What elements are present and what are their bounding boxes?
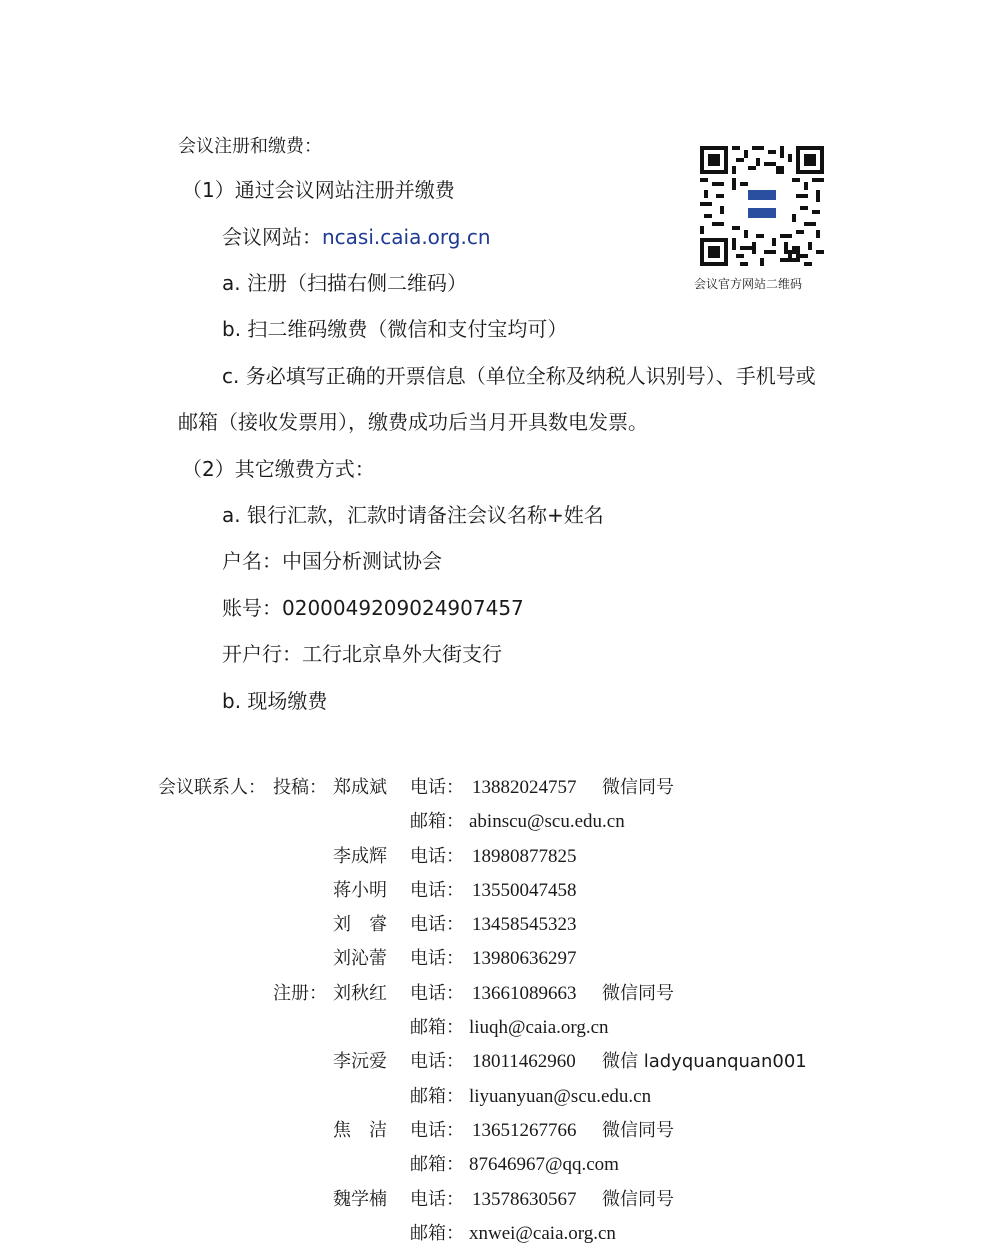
contact-email[interactable]: 87646967@qq.com bbox=[469, 1154, 619, 1175]
phone-label: 电话： bbox=[410, 914, 464, 935]
website-link[interactable]: ncasi.caia.org.cn bbox=[322, 225, 491, 249]
email-label: 邮箱： bbox=[410, 1086, 464, 1107]
phone-label: 电话： bbox=[410, 777, 464, 798]
onsite-payment: b. 现场缴费 bbox=[222, 689, 328, 713]
contact-name: 郑成斌 bbox=[333, 777, 387, 798]
contact-phone: 13661089663 bbox=[472, 983, 577, 1004]
registration-label: 注册： bbox=[273, 983, 327, 1004]
contact-wechat: 微信 ladyquanquan001 bbox=[602, 1051, 807, 1072]
phone-label: 电话： bbox=[410, 1120, 464, 1141]
phone-label: 电话： bbox=[410, 1051, 464, 1072]
website-row bbox=[222, 224, 491, 250]
contact-phone: 13550047458 bbox=[472, 880, 577, 901]
registration-heading: 会议注册和缴费： bbox=[178, 136, 322, 157]
phone-label: 电话： bbox=[410, 846, 464, 867]
phone-label: 电话： bbox=[410, 983, 464, 1004]
account-number: 账号：0200049209024907457 bbox=[222, 596, 524, 620]
phone-label: 电话： bbox=[410, 948, 464, 969]
contact-wechat: 微信同号 bbox=[602, 1189, 674, 1210]
contact-phone: 13458545323 bbox=[472, 914, 577, 935]
item-b-scan-pay: b. 扫二维码缴费（微信和支付宝均可） bbox=[222, 317, 568, 341]
qr-caption: 会议官方网站二维码 bbox=[694, 277, 803, 291]
contact-wechat: 微信同号 bbox=[602, 777, 674, 798]
email-label: 邮箱： bbox=[410, 1154, 464, 1175]
contact-name: 魏学楠 bbox=[333, 1189, 387, 1210]
contact-name: 蒋小明 bbox=[333, 880, 387, 901]
bank-transfer: a. 银行汇款，汇款时请备注会议名称+姓名 bbox=[222, 503, 604, 527]
website-label: 会议网站： bbox=[222, 225, 322, 249]
bank-branch: 开户行：工行北京阜外大街支行 bbox=[222, 642, 502, 666]
contact-email[interactable]: liyuanyuan@scu.edu.cn bbox=[469, 1086, 652, 1107]
contact-phone: 13578630567 bbox=[472, 1189, 577, 1210]
qr-code-image[interactable] bbox=[700, 146, 824, 266]
contact-name: 刘沁蕾 bbox=[333, 948, 387, 969]
contact-phone: 13980636297 bbox=[472, 948, 577, 969]
contact-email[interactable]: liuqh@caia.org.cn bbox=[469, 1017, 609, 1038]
section-2-title: （2）其它缴费方式： bbox=[182, 457, 375, 481]
contact-name: 刘 睿 bbox=[333, 914, 387, 935]
contact-wechat: 微信同号 bbox=[602, 983, 674, 1004]
item-c-line1: c. 务必填写正确的开票信息（单位全称及纳税人识别号）、手机号或 bbox=[222, 364, 816, 388]
contact-name: 焦 洁 bbox=[333, 1120, 387, 1141]
contact-phone: 18011462960 bbox=[472, 1051, 576, 1072]
section-1-title: （1）通过会议网站注册并缴费 bbox=[182, 178, 455, 202]
contact-wechat: 微信同号 bbox=[602, 1120, 674, 1141]
contact-name: 李沅爱 bbox=[333, 1051, 387, 1072]
email-label: 邮箱： bbox=[410, 1223, 464, 1244]
submission-label: 投稿： bbox=[273, 777, 327, 798]
contact-phone: 13651267766 bbox=[472, 1120, 577, 1141]
phone-label: 电话： bbox=[410, 1189, 464, 1210]
account-name: 户名：中国分析测试协会 bbox=[222, 549, 442, 573]
contact-phone: 18980877825 bbox=[472, 846, 577, 867]
contact-phone: 13882024757 bbox=[472, 777, 577, 798]
qr-code-icon bbox=[700, 146, 824, 266]
contact-name: 李成辉 bbox=[333, 846, 387, 867]
item-c-line2: 邮箱（接收发票用），缴费成功后当月开具数电发票。 bbox=[178, 410, 648, 434]
contacts-title: 会议联系人： bbox=[158, 777, 266, 798]
phone-label: 电话： bbox=[410, 880, 464, 901]
item-a-register: a. 注册（扫描右侧二维码） bbox=[222, 271, 467, 295]
contact-name: 刘秋红 bbox=[333, 983, 387, 1004]
contact-email[interactable]: abinscu@scu.edu.cn bbox=[469, 811, 625, 832]
contact-email[interactable]: xnwei@caia.org.cn bbox=[469, 1223, 616, 1244]
email-label: 邮箱： bbox=[410, 811, 464, 832]
email-label: 邮箱： bbox=[410, 1017, 464, 1038]
